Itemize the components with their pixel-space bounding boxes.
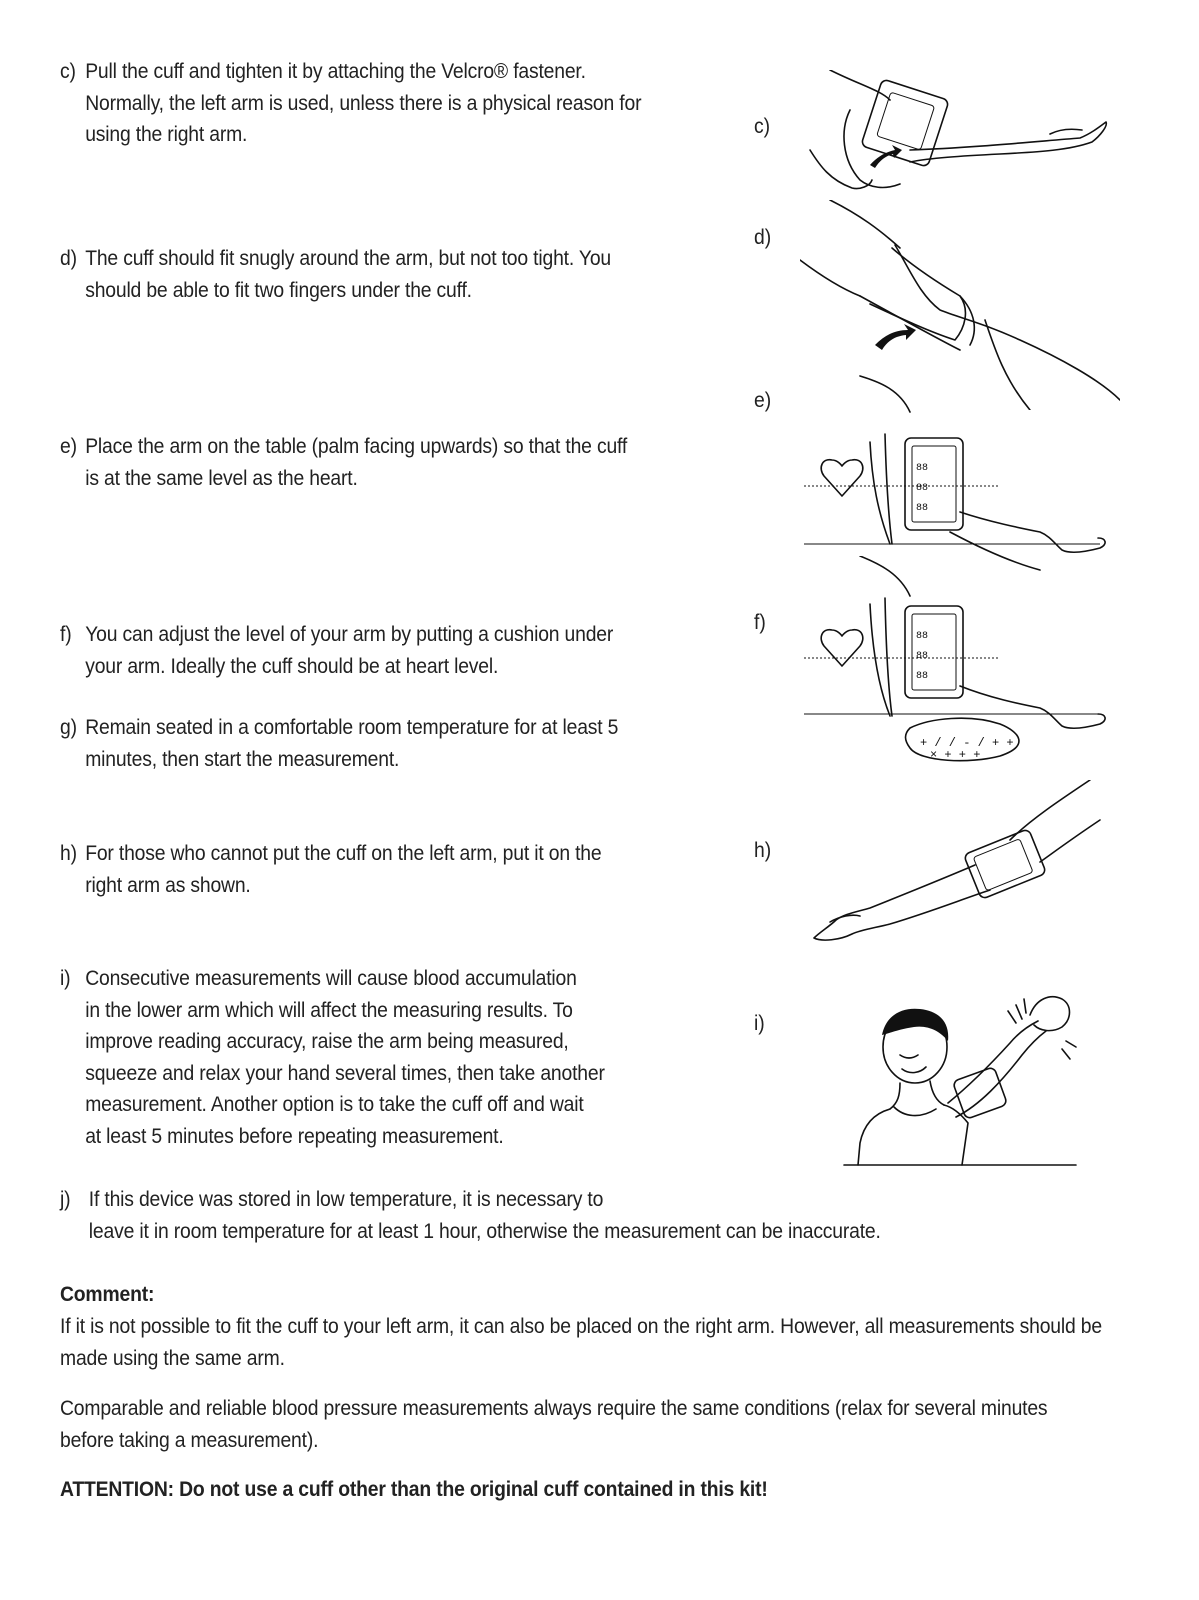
svg-text:88: 88 [916,503,929,514]
figure-label-f: f) [754,610,766,634]
step-label: g) [60,715,77,739]
step-text: The cuff should fit snugly around the arm, but not too tight. You should be able to fit two fingers under the cuff. [85,246,612,302]
step-label: j) [60,1187,71,1211]
svg-text:88: 88 [916,651,929,662]
step-text: If this device was stored in low temperature, it is necessary to leave it in room temperature for at least 1 hour, otherwise the measurement can be inaccurate. [88,1187,881,1243]
step-text: Place the arm on the table (palm facing upwards) so that the cuff is at the same level as the heart. [85,434,628,490]
step-g [60,712,744,775]
svg-text:× + + +: × + + + [930,748,981,762]
step-label: e) [60,434,77,458]
step-f [60,619,744,682]
figure-label-d: d) [754,225,772,249]
svg-text:88: 88 [916,483,929,494]
step-text: You can adjust the level of your arm by putting a cushion under your arm. Ideally the cuff should be at heart level. [85,622,614,678]
attention-warning: ATTENTION: Do not use a cuff other than the original cuff contained in this kit! [60,1477,768,1501]
step-label: c) [60,59,76,83]
step-i [60,963,744,1152]
figure-label-c: c) [754,114,771,138]
svg-text:+ / / - / + +: + / / - / + + [920,736,1014,750]
comment-paragraph-1: If it is not possible to fit the cuff to your left arm, it can also be placed on the right arm. However, all measurements should be made using the same arm. [60,1314,1102,1370]
right-arm-cuff-icon [800,780,1120,960]
step-text: Consecutive measurements will cause blood accumulation in the lower arm which will affect the measuring results. To improve reading accuracy, raise the arm being measured, squeeze and relax your hand several times, then take another measurement. Another option is to take the cuff off and wait at least 5 minutes before repeating measurement. [85,966,605,1148]
step-text: For those who cannot put the cuff on the left arm, put it on the right arm as shown. [85,841,602,897]
figure-label-h: h) [754,838,772,862]
step-label: i) [60,966,71,990]
raised-arm-person-icon [840,985,1080,1170]
step-e [60,431,744,494]
svg-text:88: 88 [916,671,929,682]
step-label: h) [60,841,77,865]
comment-paragraph-2: Comparable and reliable blood pressure measurements always require the same conditions (relax for several minutes before taking a measurement). [60,1396,1048,1452]
step-c [60,56,744,151]
step-label: f) [60,622,72,646]
step-h [60,838,744,901]
figure-label-e: e) [754,388,772,412]
step-j [60,1184,1050,1247]
figure-label-i: i) [754,1011,765,1035]
step-label: d) [60,246,77,270]
step-text: Pull the cuff and tighten it by attaching the Velcro® fastener. Normally, the left arm is used, unless there is a physical reason for using the right arm. [85,59,642,146]
comment-heading: Comment: [60,1282,155,1306]
arm-cuff-tighten-icon [800,70,1120,200]
arm-cushion-icon [800,556,1120,776]
step-d [60,243,744,306]
svg-text:88: 88 [916,463,929,474]
svg-text:88: 88 [916,631,929,642]
step-text: Remain seated in a comfortable room temperature for at least 5 minutes, then start the measurement. [85,715,619,771]
